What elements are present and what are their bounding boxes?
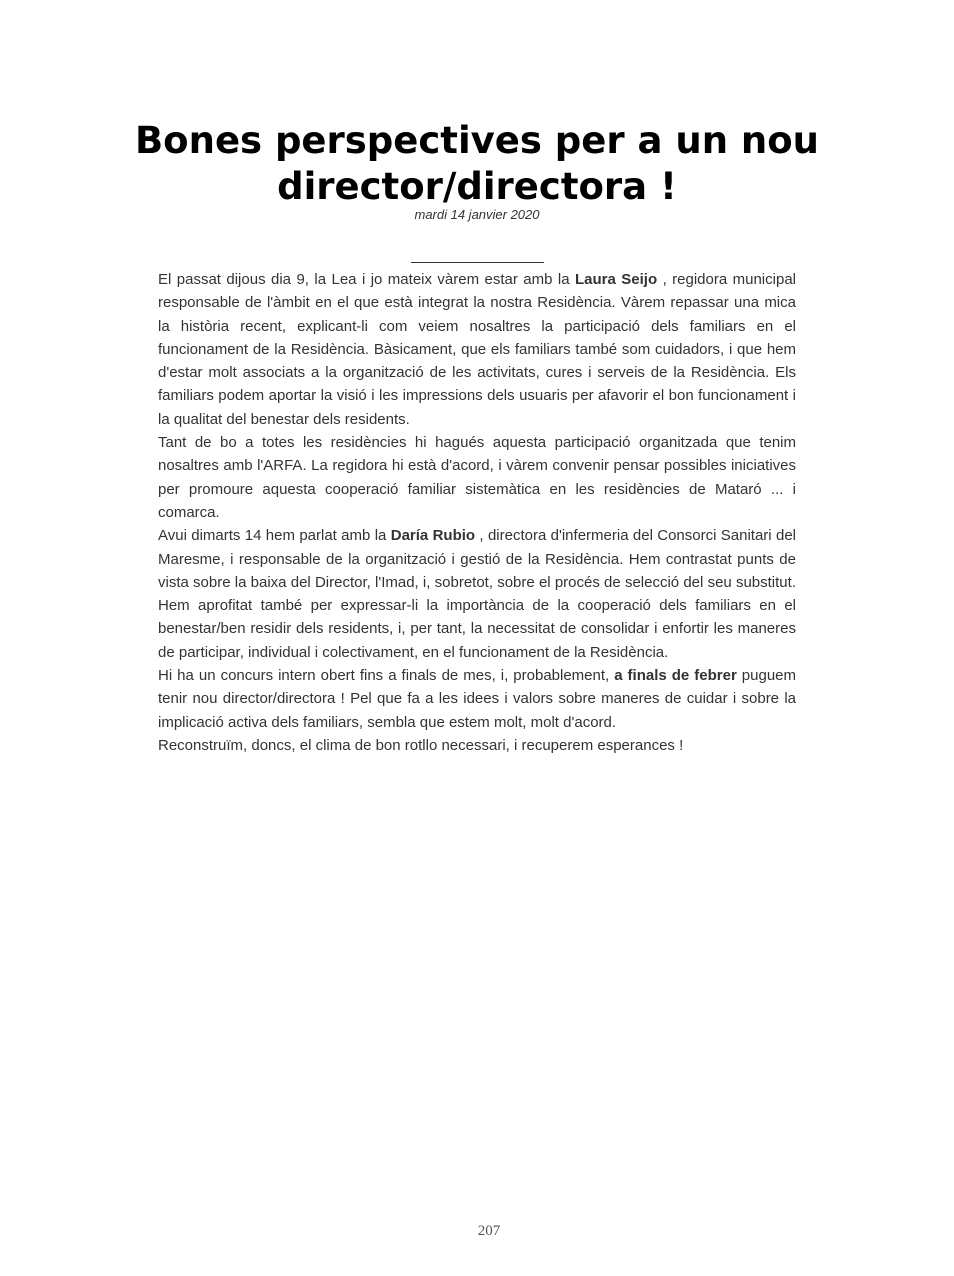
publication-date: mardi 14 janvier 2020 [414, 207, 540, 222]
paragraph-1: El passat dijous dia 9, la Lea i jo mateix vàrem estar amb la Laura Seijo , regidora municipal responsable de l'àmbit en el que està integrat la nostra Residència. Vàrem repassar una mica la història recent, explicant-li com veiem nosaltres la participació dels familiars en el funcionament de la Residència. Bàsicament, que els familiars també som cuidadors, i que hem d'estar molt associats a la organització de les activitats, cures i serveis de la Residència. Els familiars podem aportar la visió i les impressions dels usuaris per afavorir el bon funcionament i la qualitat del benestar dels residents. [158, 271, 796, 428]
paragraph-2: Tant de bo a totes les residències hi hagués aquesta participació organitzada que tenim nosaltres amb l'ARFA. La regidora hi està d'acord, i vàrem convenir pensar possibles iniciatives per promoure aquesta cooperació familiar sistemàtica en les residències de Mataró ... i comarca. [158, 434, 796, 521]
page-title: Bones perspectives per a un nou director/directora ! [134, 119, 820, 208]
paragraph-4: Hi ha un concurs intern obert fins a finals de mes, i, probablement, a finals de febrer puguem tenir nou director/directora ! Pel que fa a les idees i valors sobre maneres de cuidar i sobre la implicació activa dels familiars, sembla que estem molt, molt d'acord. [158, 667, 796, 731]
paragraph-5: Reconstruïm, doncs, el clima de bon rotllo necessari, i recuperem esperances ! [158, 736, 684, 754]
page-number: 207 [477, 1223, 501, 1239]
person-name-daria-rubio: Daría Rubio [390, 527, 476, 545]
paragraph-3: Avui dimarts 14 hem parlat amb la Daría Rubio , directora d'infermeria del Consorci Sanitari del Maresme, i responsable de la organització i gestió de la Residència. Hem contrastat punts de vista sobre la baixa del Director, l'Imad, i, sobretot, sobre el procés de selecció del seu substitut. Hem aprofitat també per expressar-li la importància de la cooperació dels familiars en el benestar/ben residir dels residents, i, per tant, la necessitat de consolidar i enfortir les maneres de participar, individual i colectivament, en el funcionament de la Residència. [158, 527, 796, 661]
highlight-date: a finals de febrer [614, 667, 737, 685]
person-name-laura-seijo: Laura Seijo [575, 271, 658, 288]
article-body [158, 268, 796, 757]
title-divider [411, 262, 544, 263]
